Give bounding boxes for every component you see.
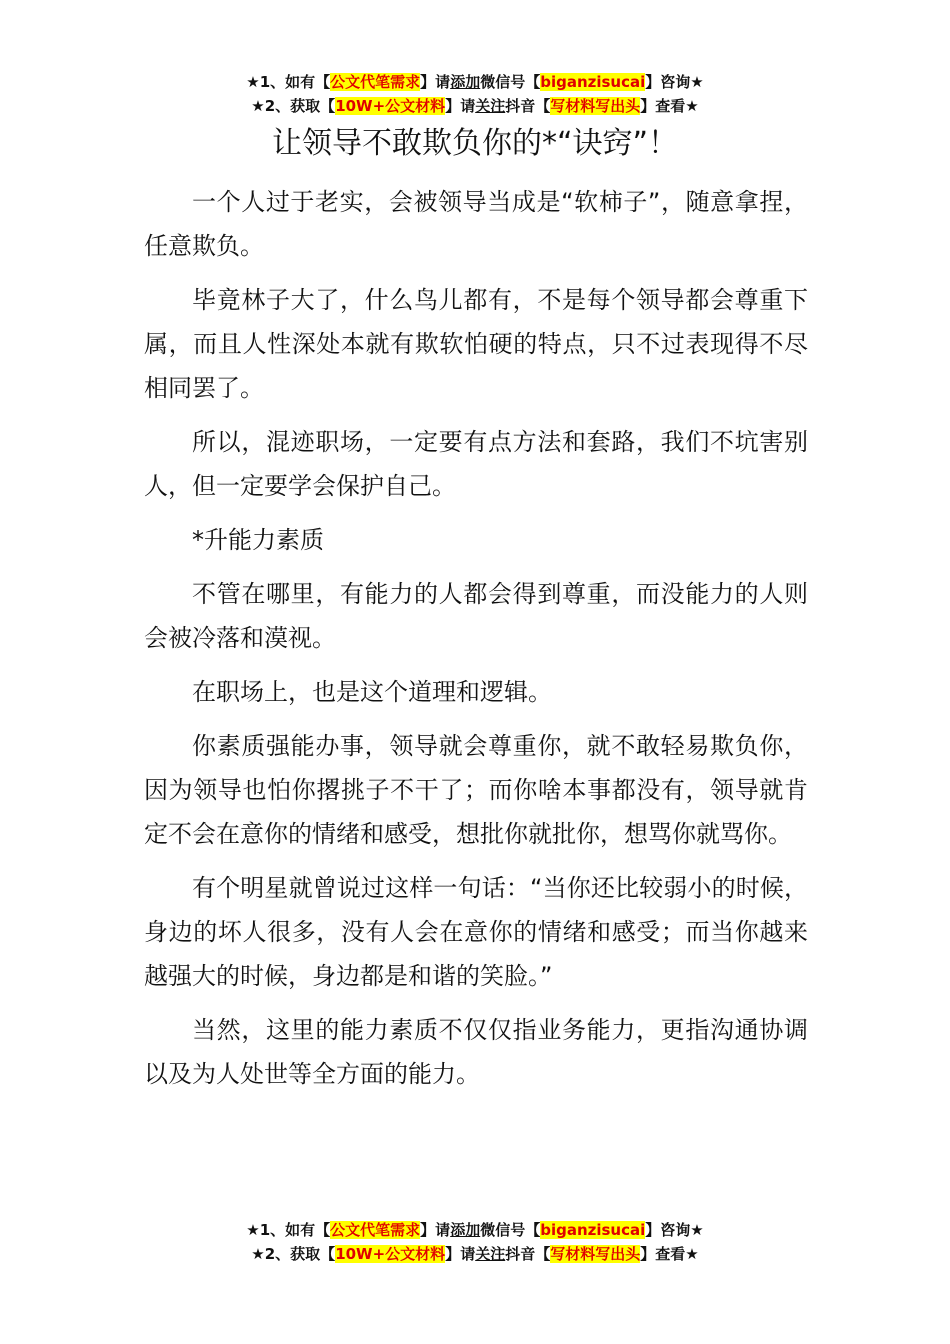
paragraph: 你素质强能办事，领导就会尊重你，就不敢轻易欺负你，因为领导也怕你撂挑子不干了；而你啥本事都没有，领导就肯定不会在意你的情绪和感受，想批你就批你，想骂你就骂你。 [144,732,808,848]
banner-text: 】请 [445,1245,476,1263]
star-icon: ★ [246,1221,260,1239]
section-heading: *升能力素质 [192,526,324,554]
paragraph: 不管在哪里，有能力的人都会得到尊重，而没能力的人则会被冷落和漠视。 [144,580,808,652]
highlight-materials: 10W+公文材料 [335,97,446,115]
banner-underlined-text: 关注 [475,1245,506,1263]
header-banner [0,70,950,118]
banner-text: 1、如有【 [259,73,331,91]
footer-banner [0,1218,950,1266]
banner-underlined-text: 添加 [450,1221,481,1239]
highlight-wechat-id: biganzisucai [540,73,646,91]
banner-text: 】咨询★ [645,1221,704,1239]
document-body [144,180,808,1106]
highlight-douyin-account: 写材料写出头 [550,97,641,115]
highlight-service: 公文代笔需求 [330,73,421,91]
banner-line-2 [0,94,950,118]
paragraph: 在职场上，也是这个道理和逻辑。 [192,678,552,706]
banner-text: 2、获取【 [264,1245,336,1263]
paragraph: 毕竟林子大了，什么鸟儿都有，不是每个领导都会尊重下属，而且人性深处本就有欺软怕硬的特点，只不过表现得不尽相同罢了。 [144,286,808,402]
banner-text: 微信号【 [480,73,541,91]
paragraph: 当然，这里的能力素质不仅仅指业务能力，更指沟通协调以及为人处世等全方面的能力。 [144,1016,808,1088]
highlight-materials: 10W+公文材料 [335,1245,446,1263]
paragraph: 有个明星就曾说过这样一句话：“当你还比较弱小的时候，身边的坏人很多，没有人会在意你的情绪和感受；而当你越来越强大的时候，身边都是和谐的笑脸。” [144,874,808,990]
paragraph: 一个人过于老实，会被领导当成是“软柿子”，随意拿捏，任意欺负。 [144,188,808,260]
banner-line-1 [0,1218,950,1242]
document-title: 让领导不敢欺负你的*“诀窍”！ [271,126,679,161]
highlight-douyin-account: 写材料写出头 [550,1245,641,1263]
banner-text: 2、获取【 [264,97,336,115]
star-icon: ★ [246,73,260,91]
banner-line-1 [0,70,950,94]
banner-text: 1、如有【 [259,1221,331,1239]
banner-text: 】请 [445,97,476,115]
banner-text: 】咨询★ [645,73,704,91]
star-icon: ★ [251,1245,265,1263]
banner-text: 】请 [420,73,451,91]
banner-text: 抖音【 [505,97,551,115]
banner-text: 抖音【 [505,1245,551,1263]
banner-text: 】请 [420,1221,451,1239]
paragraph: 所以，混迹职场，一定要有点方法和套路，我们不坑害别人，但一定要学会保护自己。 [144,428,808,500]
banner-text: 】查看★ [640,97,699,115]
highlight-wechat-id: biganzisucai [540,1221,646,1239]
star-icon: ★ [251,97,265,115]
banner-text: 微信号【 [480,1221,541,1239]
banner-text: 】查看★ [640,1245,699,1263]
banner-line-2 [0,1242,950,1266]
highlight-service: 公文代笔需求 [330,1221,421,1239]
banner-underlined-text: 关注 [475,97,506,115]
banner-underlined-text: 添加 [450,73,481,91]
